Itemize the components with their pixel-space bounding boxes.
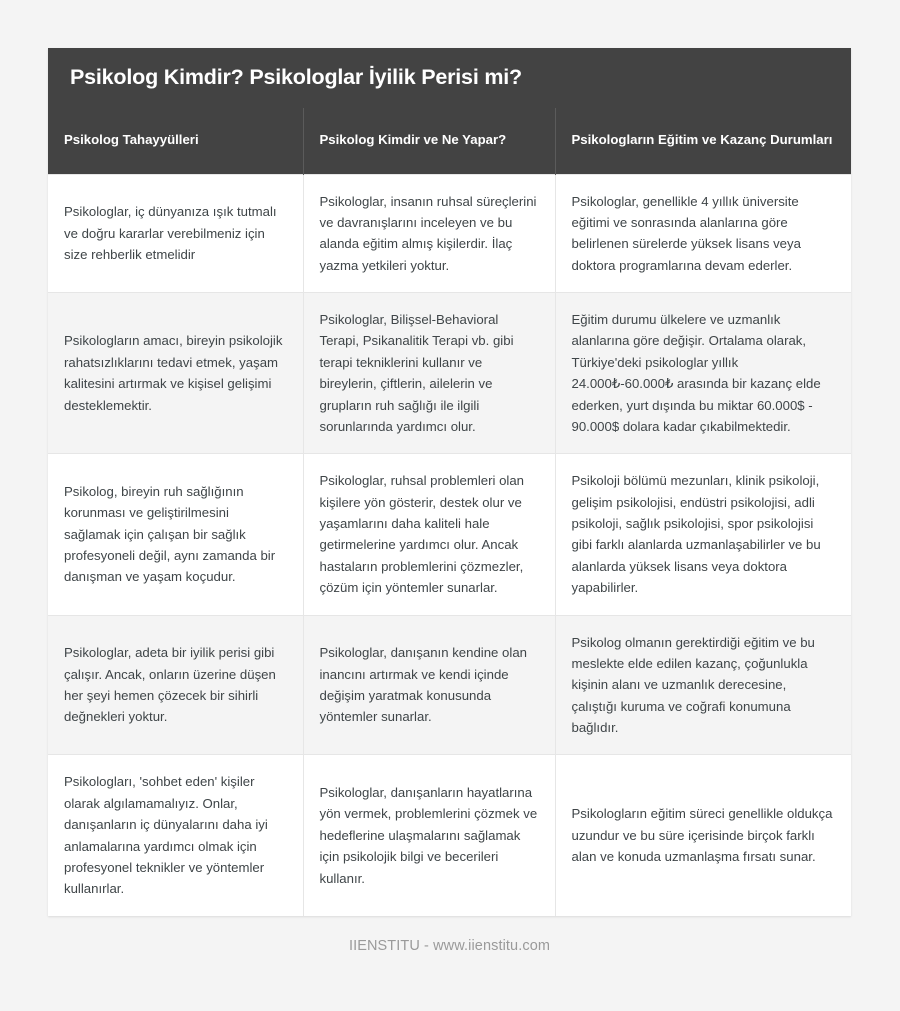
table-row [48,755,851,916]
comparison-table [48,108,851,916]
table-cell: Psikoloji bölümü mezunları, klinik psikoloji, gelişim psikolojisi, endüstri psikolojisi, adli psikoloji, sağlık psikolojisi, spor psikolojisi gibi farklı alanlarda uzmanlaşabilirler ve bu alanlarda yüksek lisans veya doktora yapabilirler. [555,454,851,615]
table-cell: Psikologlar, adeta bir iyilik perisi gibi çalışır. Ancak, onların üzerine düşen her şeyi hemen çözecek bir sihirli değnekleri yoktur. [48,615,303,755]
table-cell: Psikolog olmanın gerektirdiği eğitim ve bu meslekte elde edilen kazanç, çoğunlukla kişinin alanı ve uzmanlık derecesine, çalıştığı kuruma ve coğrafi konumuna bağlıdır. [555,615,851,755]
column-header-psikolog-kimdir-ne-yapar: Psikolog Kimdir ve Ne Yapar? [303,108,555,174]
table-row [48,293,851,454]
footer-attribution: IIENSTITU - www.iienstitu.com [348,937,551,954]
column-header-egitim-kazanc: Psikologların Eğitim ve Kazanç Durumları [555,108,851,174]
table-row [48,454,851,615]
table-cell: Psikolog, bireyin ruh sağlığının korunması ve geliştirilmesini sağlamak için çalışan bir sağlık profesyoneli değil, aynı zamanda bir danışman ve yaşam koçudur. [48,454,303,615]
table-header-row [48,108,851,174]
table-title-bar [48,48,851,108]
table-cell: Psikologları, 'sohbet eden' kişiler olarak algılamamalıyız. Onlar, danışanların iç dünyalarını daha iyi anlamalarına yardımcı olmak için profesyonel teknikler ve yöntemler kullanırlar. [48,755,303,916]
table-cell: Psikologlar, Bilişsel-Behavioral Terapi, Psikanalitik Terapi vb. gibi terapi tekniklerini kullanır ve bireylerin, çiftlerin, ailelerin ve grupların ruh sağlığı ile ilgili sorunlarında yardımcı olur. [303,293,555,454]
table-body [48,174,851,916]
table-cell: Psikologlar, danışanın kendine olan inancını artırmak ve kendi içinde değişim yaratmak konusunda yöntemler sunarlar. [303,615,555,755]
table-header [48,108,851,174]
table-cell: Psikologlar, iç dünyanıza ışık tutmalı ve doğru kararlar verebilmeniz için size rehberlik etmelidir [48,174,303,293]
info-table-card [48,48,851,916]
table-row [48,615,851,755]
table-cell: Eğitim durumu ülkelere ve uzmanlık alanlarına göre değişir. Ortalama olarak, Türkiye'deki psikologlar yıllık 24.000₺-60.000₺ arasında bir kazanç elde ederken, yurt dışında bu miktar 60.000$ - 90.000$ dolara kadar çıkabilmektedir. [555,293,851,454]
table-cell: Psikologlar, genellikle 4 yıllık üniversite eğitimi ve sonrasında alanlarına göre belirlenen sürelerde yüksek lisans veya doktora programlarına devam ederler. [555,174,851,293]
page-title: Psikolog Kimdir? Psikologlar İyilik Perisi mi? [70,65,522,90]
table-cell: Psikologlar, insanın ruhsal süreçlerini ve davranışlarını inceleyen ve bu alanda eğitim almış kişilerdir. İlaç yazma yetkileri yoktur. [303,174,555,293]
table-cell: Psikologların amacı, bireyin psikolojik rahatsızlıklarını tedavi etmek, yaşam kalitesini artırmak ve kişisel gelişimi desteklemektir. [48,293,303,454]
table-row [48,174,851,293]
table-cell: Psikologların eğitim süreci genellikle oldukça uzundur ve bu süre içerisinde birçok farklı alan ve konuda uzmanlaşma fırsatı sunar. [555,755,851,916]
column-header-psikolog-tahayyulleri: Psikolog Tahayyülleri [48,108,303,174]
table-cell: Psikologlar, danışanların hayatlarına yön vermek, problemlerini çözmek ve hedeflerine ulaşmalarını sağlamak için psikolojik bilgi ve becerileri kullanır. [303,755,555,916]
table-cell: Psikologlar, ruhsal problemleri olan kişilere yön gösterir, destek olur ve yaşamlarını daha kaliteli hale getirmelerine yardımcı olur. Ancak hastaların problemlerini çözmezler, çözüm için yöntemler sunarlar. [303,454,555,615]
